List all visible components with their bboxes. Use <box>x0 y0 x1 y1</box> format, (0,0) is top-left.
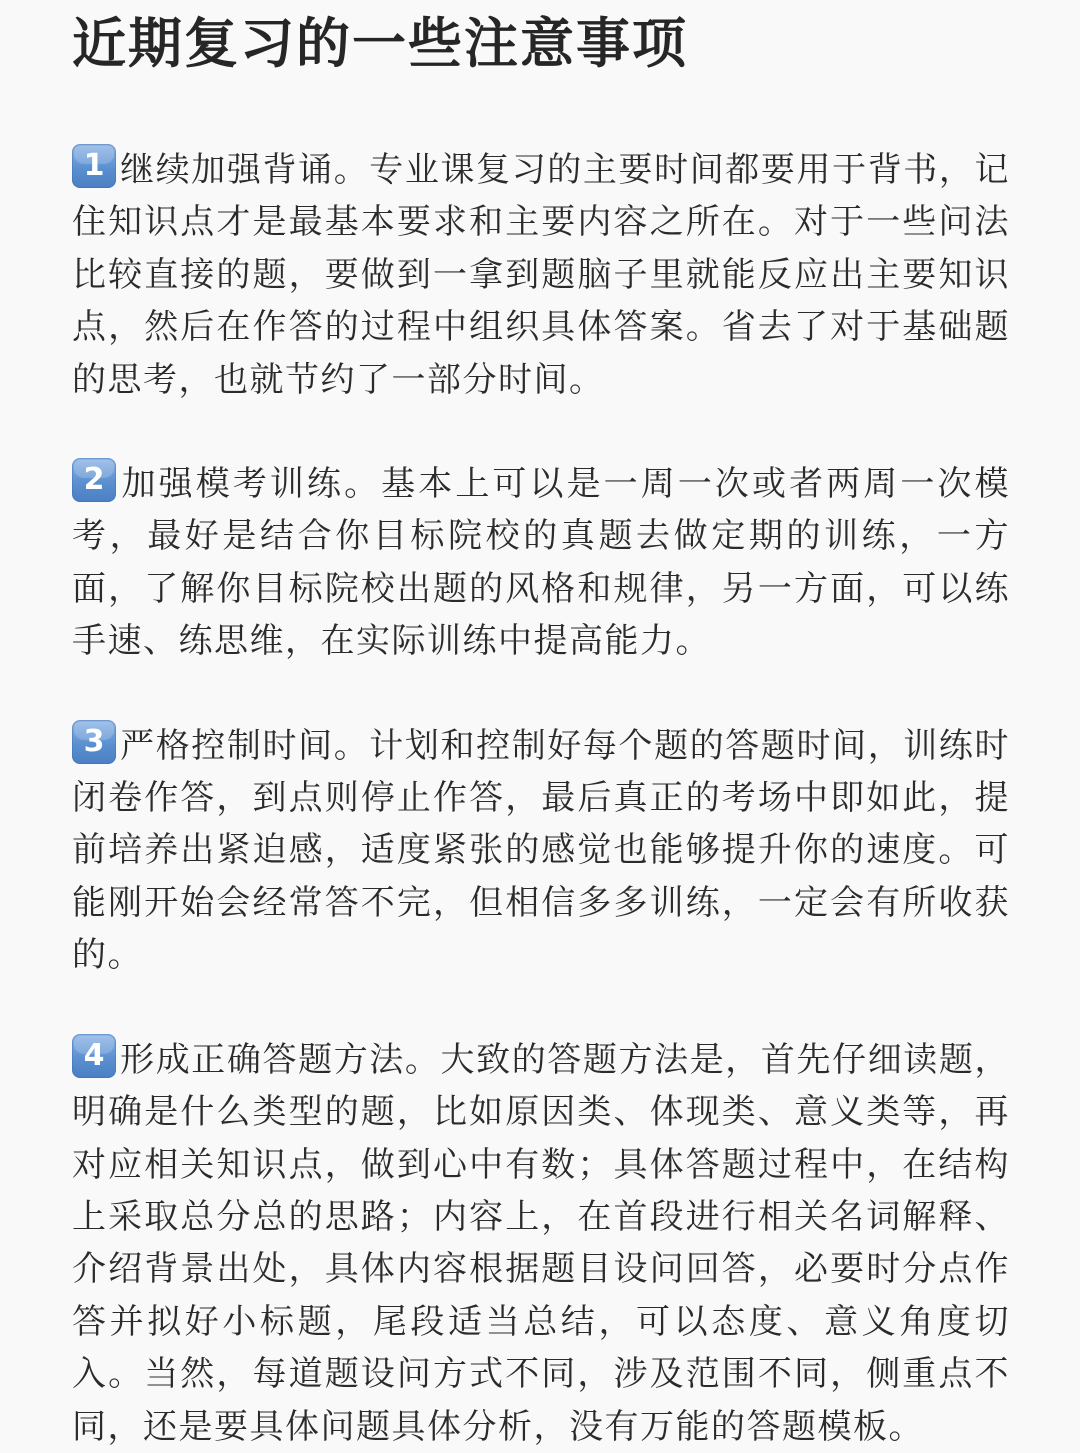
tip-1-text: 继续加强背诵。专业课复习的主要时间都要用于背书，记住知识点才是最基本要求和主要内容之所在。对于一些问法比较直接的题，要做到一拿到题脑子里就能反应出主要知识点，然后在作答的过程中组织具体答案。省去了对于基础题的思考，也就节约了一部分时间。 <box>72 150 1010 400</box>
tip-2-text: 加强模考训练。基本上可以是一周一次或者两周一次模考，最好是结合你目标院校的真题去做定期的训练，一方面，了解你目标院校出题的风格和规律，另一方面，可以练手速、练思维，在实际训练中提高能力。 <box>72 464 1010 662</box>
tip-2 <box>72 458 1010 668</box>
tip-4 <box>72 1034 1010 1453</box>
tip-3 <box>72 720 1010 982</box>
tip-3-text: 严格控制时间。计划和控制好每个题的答题时间，训练时闭卷作答，到点则停止作答，最后真正的考场中即如此，提前培养出紧迫感，适度紧张的感觉也能够提升你的速度。可能刚开始会经常答不完，但相信多多训练，一定会有所收获的。 <box>72 725 1010 976</box>
keycap-1-icon: 1 <box>72 144 116 188</box>
keycap-4-icon: 4 <box>72 1034 116 1078</box>
tips-list <box>72 144 1010 1453</box>
keycap-3-icon: 3 <box>72 720 116 764</box>
tip-1 <box>72 144 1010 406</box>
page-title: 近期复习的一些注意事项 <box>72 12 688 75</box>
tip-4-text: 形成正确答题方法。大致的答题方法是，首先仔细读题，明确是什么类型的题，比如原因类、体现类、意义类等，再对应相关知识点，做到心中有数；具体答题过程中，在结构上采取总分总的思路；内容上，在首段进行相关名词解释、介绍背景出处，具体内容根据题目设问回答，必要时分点作答并拟好小标题，尾段适当总结，可以态度、意义角度切入。当然，每道题设问方式不同，涉及范围不同，侧重点不同，还是要具体问题具体分析，没有万能的答题模板。 <box>72 1039 1010 1447</box>
keycap-2-icon: 2 <box>72 458 116 502</box>
